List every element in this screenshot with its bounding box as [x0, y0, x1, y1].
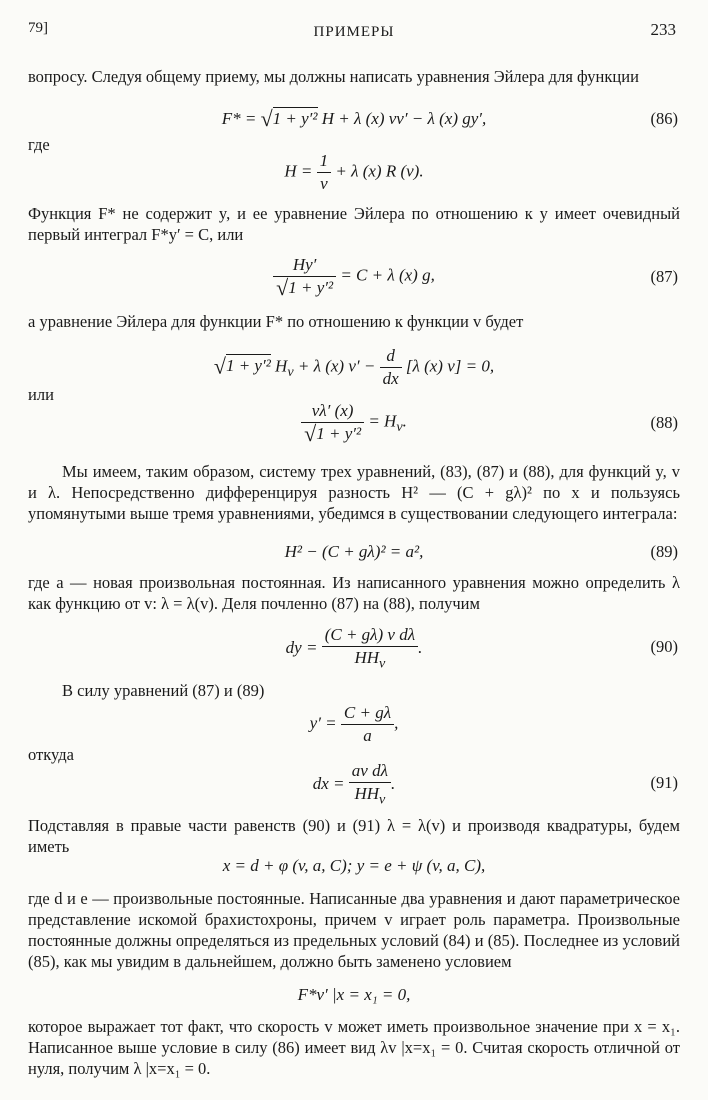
equation-parametric: x = d + φ (v, a, C); y = e + ψ (v, a, C),	[222, 856, 486, 875]
equation-86: F* = √1 + y′² H + λ (x) vv′ − λ (x) gy′, (86)	[221, 106, 678, 131]
equation-euler-v: √1 + y′² $H_v + \lambda$ (x) v′ − $\frac{d}{dx}$ [λ (x) v] = 0,	[213, 346, 495, 388]
paragraph-substituting: Подставляя в правые части равенств (90) и (91) λ = λ(v) и производя квадратуры, будем иметь	[28, 816, 680, 856]
paragraph-final: которое выражает тот факт, что скорость v может иметь произвольное значение при x = x₁. Написанное выше условие в силу (86) имеет вид λv |x=x₁ = 0. Считая скорость отличной от нуля, получим λ |x=x₁ = 0.	[28, 1017, 680, 1078]
equation-number-91: (91)	[650, 773, 678, 792]
paragraph-function-F: Функция F* не содержит y, и ее уравнение Эйлера по отношению к y имеет очевидный первый интеграл F*y′ = C, или	[28, 204, 680, 244]
equation-91: dx = $\frac{\text{av dλ}}{HH_v}$ . (91)	[312, 761, 678, 808]
paragraph-intro: вопросу. Следуя общему приему, мы должны написать уравнения Эйлера для функции	[28, 67, 639, 86]
equation-condition: F*v′ |x = x₁ = 0,	[297, 985, 411, 1004]
running-title: ПРИМЕРЫ	[313, 24, 395, 40]
equation-number-88: (88)	[650, 413, 678, 432]
paragraph-new-constant: где a — новая произвольная постоянная. Из написанного уравнения можно определить λ как функцию от v: λ = λ(v). Деля почленно (87) на (88), получим	[28, 573, 680, 613]
paragraph-whence: откуда	[28, 745, 74, 764]
equation-number-87: (87)	[650, 267, 678, 286]
paragraph-system: Мы имеем, таким образом, систему трех уравнений, (83), (87) и (88), для функций y, v и λ. Непосредственно дифференцируя разность H² — (C + gλ)² по x и пользуясь упомянутыми выше тремя уравнениями, убедимся в существовании следующего интеграла:	[28, 462, 680, 523]
paragraph-by-virtue: В силу уравнений (87) и (89)	[62, 681, 265, 700]
paragraph-or: или	[28, 385, 54, 404]
equation-number-89: (89)	[650, 542, 678, 561]
equation-87: $\frac{Hy'}{\text{√1 + y′²}}$ = C + λ (x) g, (87)	[0, 254, 708, 299]
equation-number-86: (86)	[650, 109, 678, 128]
equation-89: H² − (C + gλ)² = a², (89)	[284, 542, 678, 561]
paragraph-where: где	[28, 135, 50, 154]
equation-y-prime: y′ = $\frac{C + g\lambda}{a}$ ,	[309, 703, 399, 745]
equation-88: $\frac{v\lambda' (x)}{\text{√1 + y′²}}$ = $H_v$. (88)	[0, 400, 708, 445]
section-marker: 79]	[28, 20, 48, 36]
equation-H: H = $\frac{1}{v}$ + λ (x) R (v).	[284, 151, 424, 193]
page-number: 233	[650, 20, 676, 39]
paragraph-euler-v: а уравнение Эйлера для функции F* по отношению к функции v будет	[28, 312, 524, 331]
paragraph-constants: где d и e — произвольные постоянные. Написанные два уравнения и дают параметрическое представление искомой брахистохроны, причем v играет роль параметра. Произвольные постоянные должны определяться из предельных условий (84) и (85). Последнее из условий (85), как мы увидим в дальнейшем, должно быть заменено условием	[28, 889, 680, 971]
equation-number-90: (90)	[650, 637, 678, 656]
equation-90: dy = $\frac{\text{(C + gλ) v dλ}}{HH_v}$ . (90)	[285, 625, 678, 672]
